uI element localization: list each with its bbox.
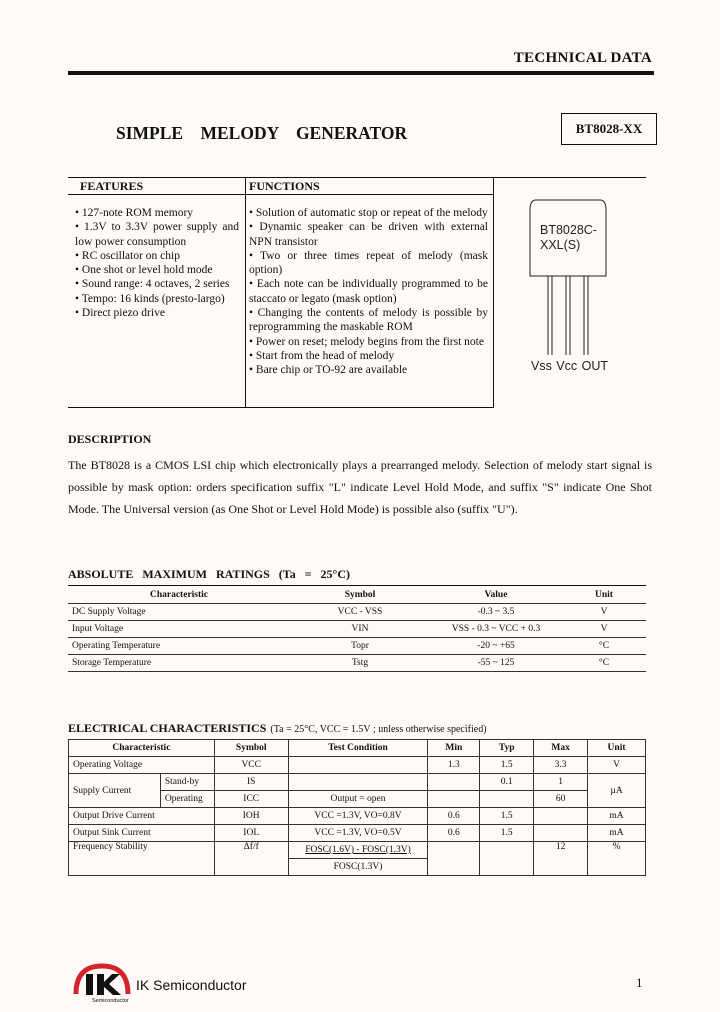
table-cell xyxy=(428,791,480,808)
table-cell: Output = open xyxy=(288,791,428,808)
logo-k-letter xyxy=(97,974,121,995)
table-cell: Output Sink Current xyxy=(69,825,215,842)
feature-item: • RC oscillator on chip xyxy=(75,249,180,262)
table-cell: Operating Voltage xyxy=(69,757,215,774)
function-item: • Start from the head of melody xyxy=(249,349,395,362)
table-row xyxy=(69,842,646,859)
table-cell: Frequency Stability xyxy=(69,842,215,876)
table-cell xyxy=(428,774,480,791)
description-text: The BT8028 is a CMOS LSI chip which electronically plays a prearranged melody. Selection of melody start signal is possible by mask option: orders specification suffix "L" indicate Level Hold Mode, and suffix "S" indicate One Shot Mode. The Universal version (as One Shot or Level Hold Mode) is possible also (suffix "U"). xyxy=(68,458,652,516)
table-row xyxy=(69,808,646,825)
column-header: Typ xyxy=(480,740,534,757)
feature-item: • One shot or level hold mode xyxy=(75,264,213,277)
package-pin-labels: Vss Vcc OUT xyxy=(531,359,609,373)
table-row xyxy=(68,604,646,621)
to92-package-diagram xyxy=(500,180,650,380)
feature-item: • Sound range: 4 octaves, 2 series xyxy=(75,278,230,291)
abs-max-top-rule xyxy=(68,585,646,586)
column-header: Value xyxy=(430,587,562,604)
header-rule xyxy=(68,71,654,75)
function-item: • Dynamic speaker can be driven with external NPN transistor xyxy=(249,221,488,248)
table-cell: VSS - 0.3 ~ VCC + 0.3 xyxy=(451,624,541,634)
logo-subtext: Semiconductor xyxy=(92,998,129,1004)
abs-max-heading: ABSOLUTE MAXIMUM RATINGS (Ta = 25°C) xyxy=(68,567,350,581)
function-item: • Bare chip or TO-92 are available xyxy=(249,364,408,377)
function-item: • Power on reset; melody begins from the first note xyxy=(249,335,484,348)
table-cell: VCC =1.3V, VO=0.5V xyxy=(288,825,428,842)
table-cell: -55 ~ 125 xyxy=(477,658,515,668)
table-row xyxy=(68,621,646,638)
table-cell: VCC - VSS xyxy=(337,607,383,617)
table-cell xyxy=(534,808,588,825)
table-cell: 60 xyxy=(534,791,588,808)
table-cell: 0.1 xyxy=(480,774,534,791)
table-cell: ICC xyxy=(214,791,288,808)
table-cell: Δf/f xyxy=(214,842,288,876)
table-cell: Topr xyxy=(351,641,369,651)
table-cell: FOSC(1.6V) - FOSC(1.3V) xyxy=(288,842,428,859)
function-item: • Each note can be individually programmed to be staccato or legato (mask option) xyxy=(249,278,488,305)
table-cell xyxy=(428,842,480,876)
table-cell: 1.5 xyxy=(480,757,534,774)
table-cell: 0.6 xyxy=(428,825,480,842)
table-cell: Operating xyxy=(160,791,214,808)
column-header: Symbol xyxy=(214,740,288,757)
description-heading: DESCRIPTION xyxy=(68,432,152,446)
column-header: Characteristic xyxy=(69,740,215,757)
table-row xyxy=(69,757,646,774)
table-cell: 1.3 xyxy=(428,757,480,774)
functions-list xyxy=(249,206,488,378)
table-cell: IS xyxy=(214,774,288,791)
abs-max-table xyxy=(68,587,646,672)
footer-company: IK Semiconductor xyxy=(136,977,247,993)
table-cell: µA xyxy=(588,774,646,808)
table-cell: -0.3 ~ 3.5 xyxy=(477,607,515,617)
table-cell: mA xyxy=(588,808,646,825)
table-cell xyxy=(288,774,428,791)
page-number: 1 xyxy=(636,975,643,990)
feature-item: • Tempo: 16 kinds (presto-largo) xyxy=(75,292,225,305)
table-cell: °C xyxy=(598,658,610,668)
table-cell xyxy=(534,825,588,842)
package-label-line1: BT8028C- xyxy=(540,223,597,237)
table-cell xyxy=(480,842,534,876)
electrical-heading-line xyxy=(68,719,487,737)
table-cell: V xyxy=(588,757,646,774)
function-item: • Changing the contents of melody is possible by reprogramming the maskable ROM xyxy=(249,307,488,334)
function-item: • Solution of automatic stop or repeat of the melody xyxy=(249,207,488,219)
table-cell: Tstg xyxy=(351,658,369,668)
table-cell: VCC =1.3V, VO=0.8V xyxy=(288,808,428,825)
table-cell: IOL xyxy=(214,825,288,842)
electrical-table xyxy=(68,739,646,876)
table-cell: 0.6 xyxy=(428,808,480,825)
column-header: Unit xyxy=(562,587,646,604)
features-heading: FEATURES xyxy=(80,179,144,193)
table-cell: FOSC(1.3V) xyxy=(288,859,428,876)
package-label-line2: XXL(S) xyxy=(540,238,581,252)
table-cell: V xyxy=(600,624,608,634)
column-header: Max xyxy=(534,740,588,757)
table-cell: Supply Current xyxy=(69,774,161,808)
table-cell: IOH xyxy=(214,808,288,825)
header-title: TECHNICAL DATA xyxy=(513,50,652,66)
table-row xyxy=(68,638,646,655)
column-header: Min xyxy=(428,740,480,757)
feature-item: • 1.3V to 3.3V power supply and low power consumption xyxy=(75,221,239,248)
table-cell: V xyxy=(600,607,608,617)
features-top-rule xyxy=(68,177,646,178)
features-header-rule xyxy=(68,194,493,195)
column-header: Symbol xyxy=(290,587,430,604)
table-cell: 1.5 xyxy=(480,825,534,842)
features-bottom-rule xyxy=(68,407,493,408)
table-cell: DC Supply Voltage xyxy=(72,607,146,617)
table-row xyxy=(68,655,646,672)
table-cell: VIN xyxy=(351,624,369,634)
table-row xyxy=(69,825,646,842)
table-cell xyxy=(288,757,428,774)
document-title: SIMPLE MELODY GENERATOR xyxy=(116,123,408,143)
table-cell xyxy=(480,791,534,808)
table-row xyxy=(69,774,646,791)
table-cell: 12 xyxy=(534,842,588,876)
column-header: Test Condition xyxy=(288,740,428,757)
table-header-row xyxy=(69,740,646,757)
table-cell: Operating Temperature xyxy=(72,641,161,651)
table-cell: Stand-by xyxy=(160,774,214,791)
table-cell: VCC xyxy=(214,757,288,774)
table-cell: °C xyxy=(598,641,610,651)
electrical-heading: ELECTRICAL CHARACTERISTICS xyxy=(68,721,267,735)
table-cell: 1 xyxy=(534,774,588,791)
features-divider xyxy=(245,177,246,408)
features-list xyxy=(75,206,239,320)
table-cell: 1.5 xyxy=(480,808,534,825)
part-number-box: BT8028-XX xyxy=(561,113,657,145)
logo-i-bar xyxy=(86,974,93,995)
function-item: • Two or three times repeat of melody (mask option) xyxy=(249,249,488,277)
table-cell: Output Drive Current xyxy=(69,808,215,825)
ik-logo-icon xyxy=(72,960,134,1004)
column-header: Characteristic xyxy=(68,587,290,604)
feature-item: • Direct piezo drive xyxy=(75,307,165,320)
table-cell: Storage Temperature xyxy=(72,658,152,668)
table-header-row xyxy=(68,587,646,604)
table-cell: % xyxy=(588,842,646,876)
feature-item: • 127-note ROM memory xyxy=(75,207,194,219)
table-cell: mA xyxy=(588,825,646,842)
electrical-conditions: (Ta = 25°C, VCC = 1.5V ; unless otherwise specified) xyxy=(270,724,487,735)
table-cell: Input Voltage xyxy=(72,624,124,634)
functions-heading: FUNCTIONS xyxy=(249,179,320,193)
column-header: Unit xyxy=(588,740,646,757)
table-cell: 3.3 xyxy=(534,757,588,774)
functions-divider xyxy=(493,177,494,408)
table-cell: -20 ~ +65 xyxy=(477,641,515,651)
